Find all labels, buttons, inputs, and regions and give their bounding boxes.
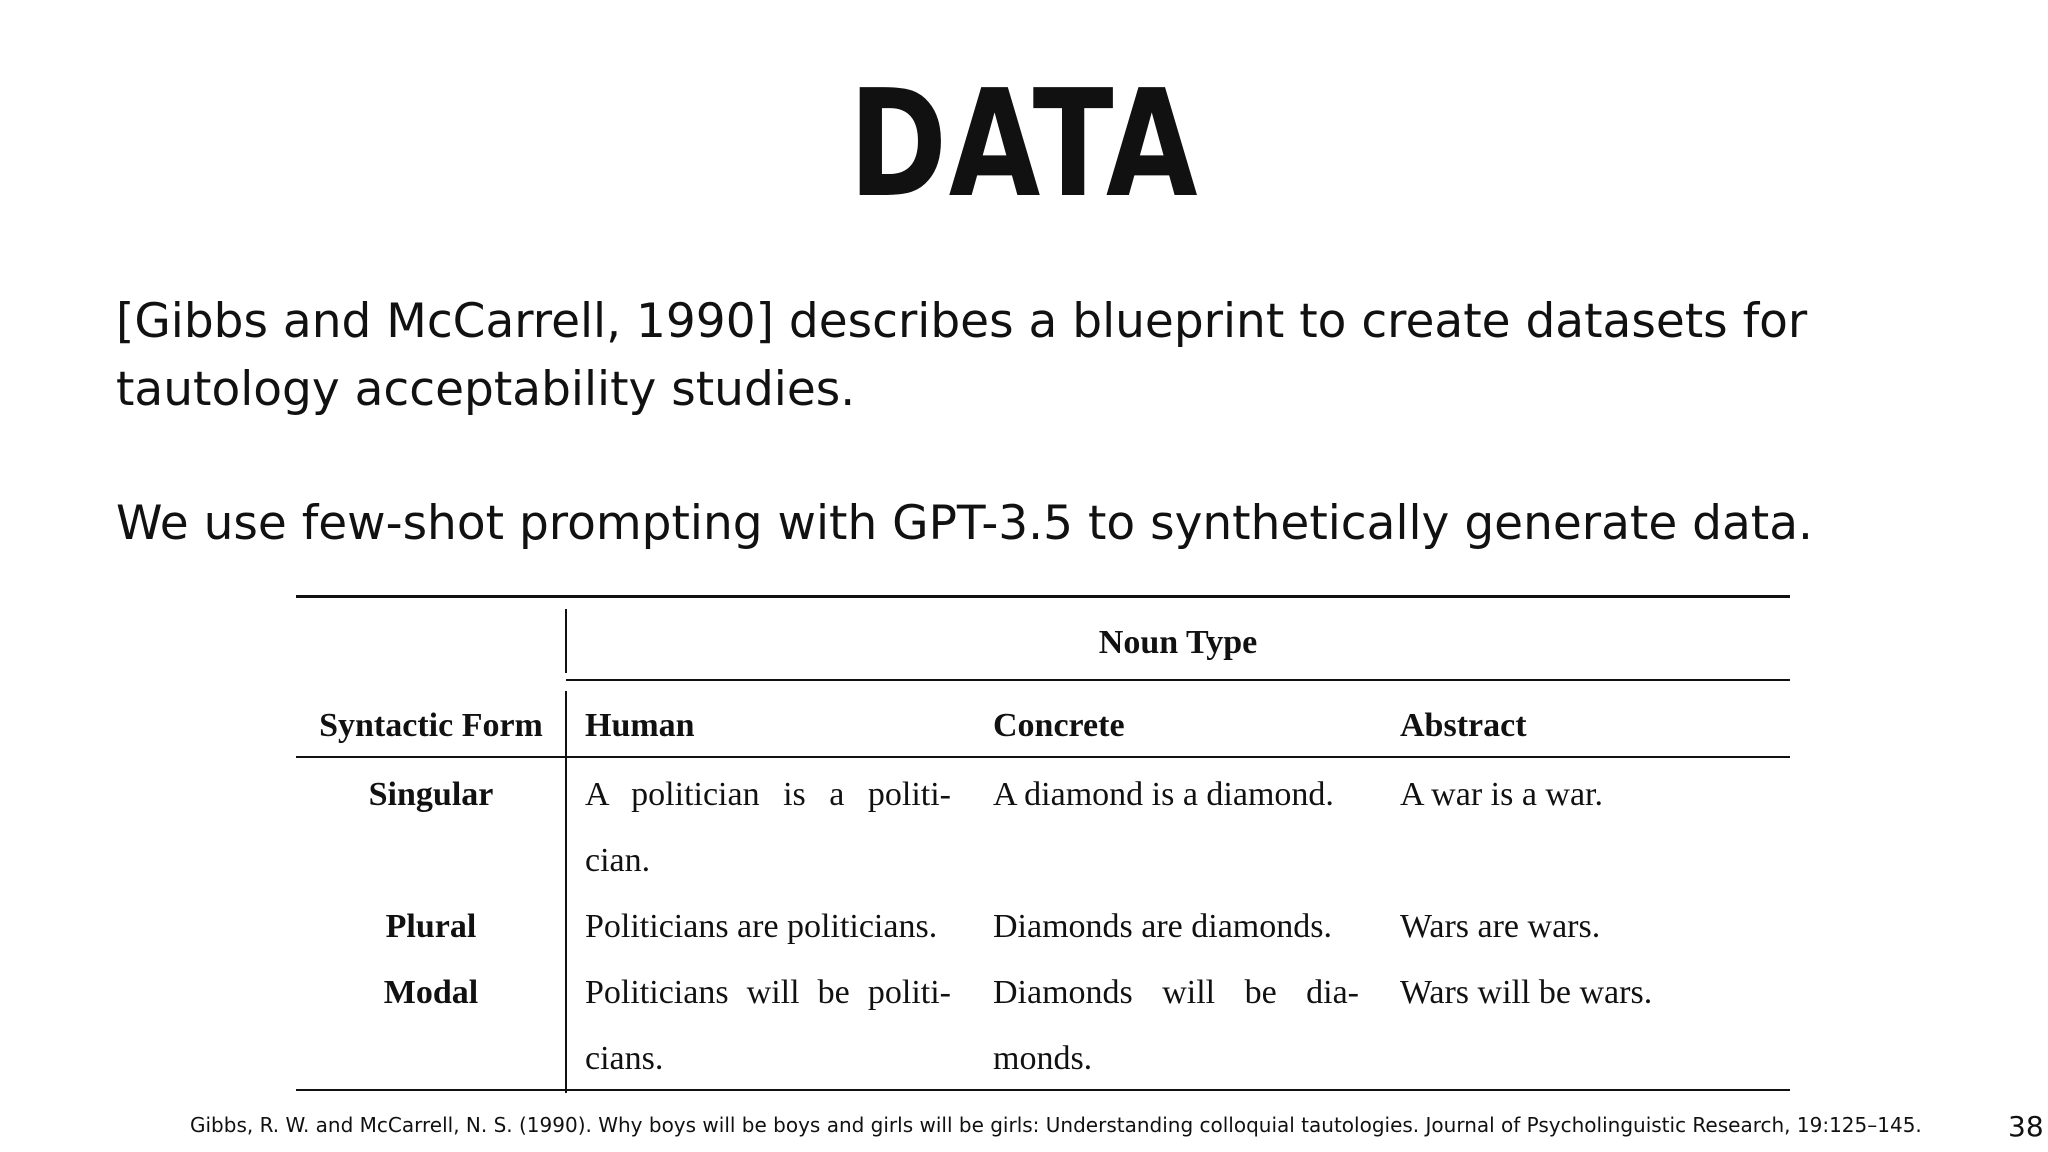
column-header-human: Human <box>585 707 695 744</box>
tautology-table <box>296 595 1790 1093</box>
cell-singular-concrete: A diamond is a diamond. <box>993 776 1334 813</box>
cell-singular-abstract: A war is a war. <box>1400 776 1604 813</box>
table-divider-main <box>565 691 567 1093</box>
cell-modal-concrete: Diamonds will be dia- <box>993 974 1359 1011</box>
slide-title: DATA <box>848 58 1200 230</box>
cell-plural-abstract: Wars are wars. <box>1400 908 1601 945</box>
row-label-modal: Modal <box>383 974 479 1011</box>
column-header-concrete: Concrete <box>993 707 1125 744</box>
cell-modal-human-cont: cians. <box>585 1040 664 1077</box>
cell-modal-concrete-cont: monds. <box>993 1040 1093 1077</box>
table-top-rule <box>296 595 1790 598</box>
cell-plural-human: Politicians are politicians. <box>585 908 938 945</box>
row-label-plural: Plural <box>385 908 477 945</box>
cell-singular-human: A politician is a politi- <box>585 776 951 813</box>
column-header-rule <box>296 756 1790 758</box>
intro-line-2: tautology acceptability studies. <box>116 362 856 417</box>
cell-plural-concrete: Diamonds are diamonds. <box>993 908 1332 945</box>
intro-paragraph <box>116 288 1876 424</box>
cell-modal-human: Politicians will be politi- <box>585 974 951 1011</box>
column-header-abstract: Abstract <box>1400 707 1527 744</box>
noun-type-header: Noun Type <box>1098 624 1258 661</box>
table-bottom-rule <box>296 1089 1790 1091</box>
method-paragraph: We use few-shot prompting with GPT-3.5 to synthetically generate data. <box>116 496 1813 551</box>
intro-line-1: [Gibbs and McCarrell, 1990] describes a blueprint to create datasets for <box>116 294 1808 349</box>
syntactic-form-header: Syntactic Form <box>319 707 543 744</box>
group-header-rule <box>566 679 1790 681</box>
citation-footnote: Gibbs, R. W. and McCarrell, N. S. (1990). Why boys will be boys and girls will be girls: Understanding colloquial tautologies. Journal of Psycholinguistic Research, 19:125–145. <box>190 1113 1922 1137</box>
page-number: 38 <box>2008 1110 2044 1143</box>
row-label-singular: Singular <box>368 776 494 813</box>
cell-singular-human-cont: cian. <box>585 842 651 879</box>
cell-modal-abstract: Wars will be wars. <box>1400 974 1653 1011</box>
